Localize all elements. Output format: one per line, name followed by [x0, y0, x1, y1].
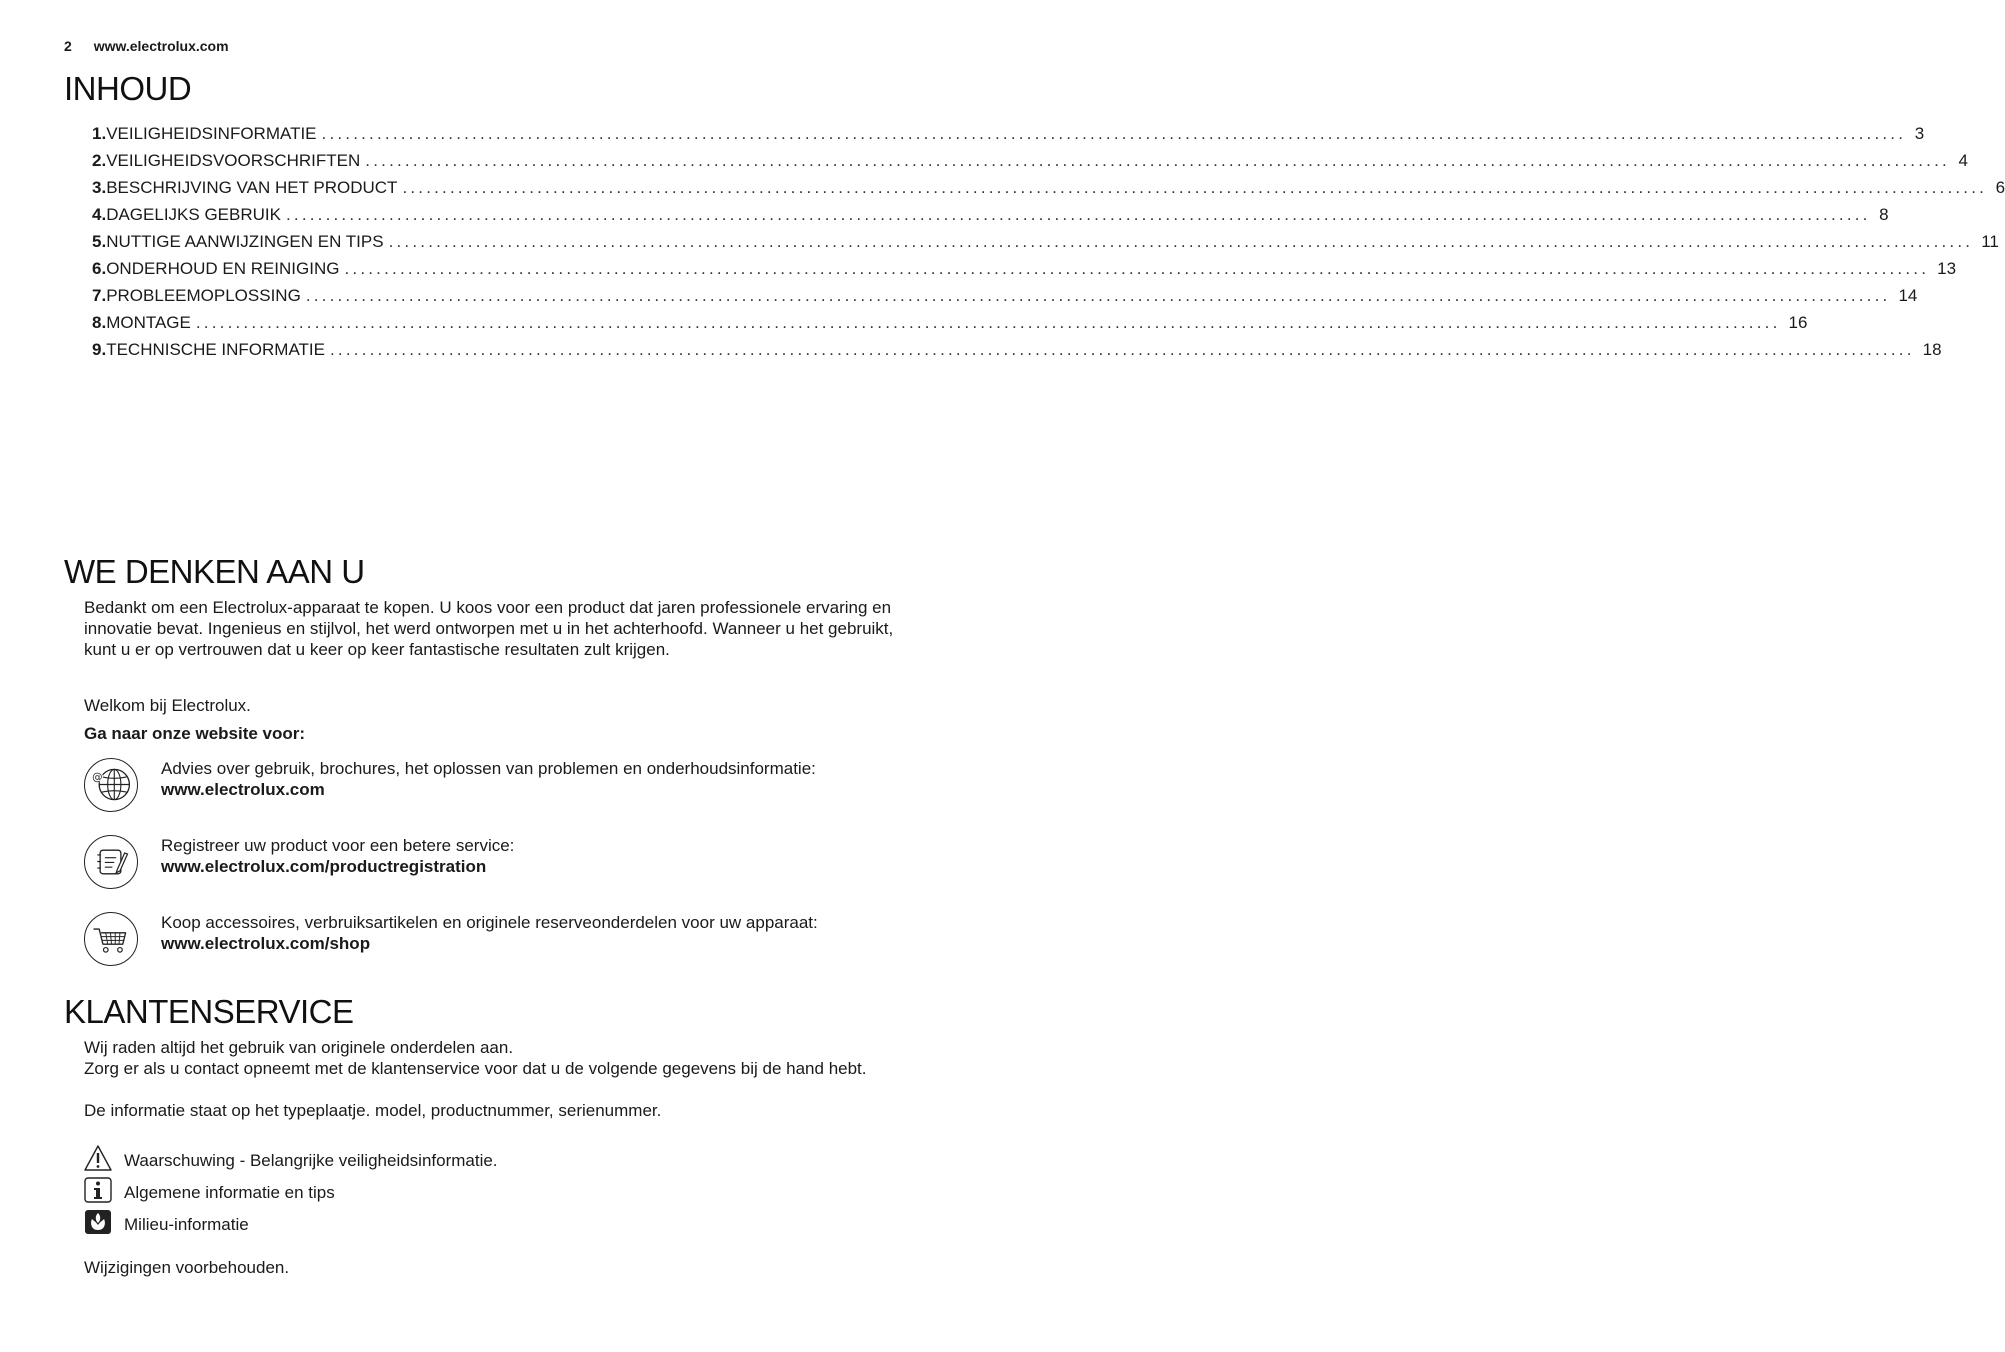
toc-leader-dots: ........................................................................................................................................................................................................: [365, 151, 1950, 170]
svg-text:@: @: [92, 771, 103, 784]
toc-item-title: MONTAGE: [106, 313, 191, 332]
toc-leader-dots: ........................................................................................................................................................................................................: [388, 232, 1974, 251]
website-heading: Ga naar onze website voor:: [84, 724, 306, 743]
toc-leader-dots: ........................................................................................................................................................................................................: [402, 178, 1988, 197]
toc-item-number: 2.: [92, 151, 107, 170]
toc-item-page: 3: [1914, 124, 1925, 143]
service-line-1: Wij raden altijd het gebruik van originele onderdelen aan.: [84, 1038, 514, 1057]
website-link-support: [84, 758, 894, 818]
welcome-title: WE DENKEN AAN U: [64, 553, 365, 590]
toc-item-number: 3.: [92, 178, 107, 197]
toc-item-title: VEILIGHEIDSVOORSCHRIFTEN: [106, 151, 361, 170]
toc-title: INHOUD: [64, 70, 192, 107]
toc-item-page: 13: [1937, 259, 1957, 278]
toc-item-title: TECHNISCHE INFORMATIE: [106, 340, 325, 359]
legend-warning: [84, 1145, 584, 1173]
info-icon: [84, 1177, 112, 1203]
toc-item-number: 1.: [92, 124, 107, 143]
service-line-3: De informatie staat op het typeplaatje. model, productnummer, serienummer.: [84, 1101, 662, 1120]
toc-item-number: 7.: [92, 286, 107, 305]
toc-item-number: 9.: [92, 340, 107, 359]
toc-item-title: PROBLEEMOPLOSSING: [106, 286, 301, 305]
website-link-url[interactable]: www.electrolux.com/shop: [161, 934, 371, 953]
toc-item-page: 4: [1958, 151, 1968, 170]
welcome-greeting: Welkom bij Electrolux.: [84, 696, 251, 715]
toc-item-title: BESCHRIJVING VAN HET PRODUCT: [106, 178, 398, 197]
welcome-intro: Bedankt om een Electrolux-apparaat te kopen. U koos voor een product dat jaren professionele ervaring en innovatie bevat. Ingenieus en stijlvol, het werd ontworpen met u in het achterhoofd. Wanneer u het gebruikt, kunt u er op vertrouwen dat u keer op keer fantastische resultaten zult krijgen.: [84, 598, 894, 659]
page-header: [64, 38, 229, 54]
environment-icon: [84, 1209, 112, 1235]
toc-item[interactable]: [92, 124, 1925, 151]
toc-item[interactable]: [92, 340, 1942, 367]
service-line-2: Zorg er als u contact opneemt met de klantenservice voor dat u de volgende gegevens bij de hand hebt.: [84, 1059, 867, 1078]
toc-leader-dots: ........................................................................................................................................................................................................: [330, 340, 1915, 359]
toc-item-number: 8.: [92, 313, 107, 332]
toc-item-title: ONDERHOUD EN REINIGING: [106, 259, 340, 278]
toc-item[interactable]: [92, 232, 1999, 259]
registration-icon: [84, 835, 138, 889]
legend-label: Algemene informatie en tips: [124, 1183, 335, 1202]
toc-leader-dots: ........................................................................................................................................................................................................: [195, 313, 1781, 332]
toc-item-page: 8: [1879, 205, 1889, 224]
toc-item-title: VEILIGHEIDSINFORMATIE: [106, 124, 317, 143]
toc-item-page: 6: [1995, 178, 2005, 197]
toc-item[interactable]: [92, 205, 1889, 232]
toc-leader-dots: ........................................................................................................................................................................................................: [321, 124, 1907, 143]
toc-leader-dots: ........................................................................................................................................................................................................: [285, 205, 1871, 224]
legend-label: Milieu-informatie: [124, 1215, 249, 1234]
website-link-shop: [84, 912, 894, 972]
warning-icon: [84, 1145, 112, 1171]
globe-icon: [84, 758, 138, 812]
toc-item-number: 6.: [92, 259, 107, 278]
legend-label: Waarschuwing - Belangrijke veiligheidsinformatie.: [124, 1151, 498, 1170]
toc-item[interactable]: [92, 178, 2005, 205]
toc-leader-dots: ........................................................................................................................................................................................................: [305, 286, 1891, 305]
toc-item-title: NUTTIGE AANWIJZINGEN EN TIPS: [106, 232, 384, 251]
toc-item-page: 14: [1898, 286, 1918, 305]
toc-item-title: DAGELIJKS GEBRUIK: [106, 205, 281, 224]
website-link-description: Advies over gebruik, brochures, het oplossen van problemen en onderhoudsinformatie:: [161, 759, 816, 778]
toc-item-page: 18: [1922, 340, 1942, 359]
toc-item[interactable]: [92, 259, 1957, 286]
toc-item[interactable]: [92, 313, 1808, 340]
website-link-description: Registreer uw product voor een betere service:: [161, 836, 515, 855]
website-link-url[interactable]: www.electrolux.com/productregistration: [161, 857, 487, 876]
website-link-registration: [84, 835, 894, 895]
table-of-contents: [92, 124, 2005, 367]
toc-item-number: 5.: [92, 232, 107, 251]
website-link-url[interactable]: www.electrolux.com: [161, 780, 325, 799]
shopping-cart-icon: [84, 912, 138, 966]
toc-item-page: 11: [1981, 232, 1999, 251]
toc-leader-dots: ........................................................................................................................................................................................................: [344, 259, 1930, 278]
header-website[interactable]: www.electrolux.com: [93, 38, 229, 54]
legend-environment: [84, 1209, 584, 1237]
toc-item[interactable]: [92, 286, 1918, 313]
toc-item-number: 4.: [92, 205, 107, 224]
toc-item-page: 16: [1788, 313, 1808, 332]
website-link-description: Koop accessoires, verbruiksartikelen en originele reserveonderdelen voor uw apparaat:: [161, 913, 818, 932]
footer-note: Wijzigingen voorbehouden.: [84, 1258, 290, 1277]
service-title: KLANTENSERVICE: [64, 993, 354, 1030]
legend-info: [84, 1177, 584, 1205]
page-number: 2: [64, 38, 72, 54]
toc-item[interactable]: [92, 151, 1968, 178]
